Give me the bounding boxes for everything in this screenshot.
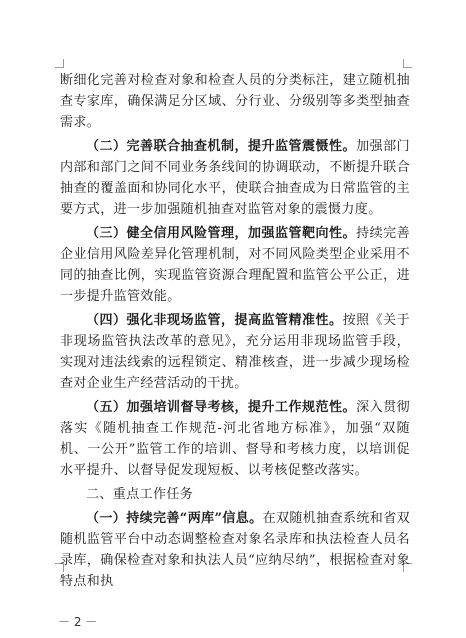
paragraph-item-5 (60, 397, 410, 481)
paragraph-item-3 (60, 223, 410, 307)
section-heading: 二、重点工作任务 (86, 487, 194, 502)
crop-mark-top-left (55, 59, 64, 68)
paragraph-text: 深入贯彻落实《随机抽查工作规范-河北省地方标准》，加强“双随机、一公开”监管工作的培训、督导和考核力度，以培训促水平提升、以督导促发现短板、以考核促整改落实。 (60, 400, 410, 478)
paragraph-text: 持续完善企业信用风险差异化管理机制，对不同风险类型企业采用不同的抽查比例，实现监管资源合理配置和监管公平公正，进一步提升监管效能。 (60, 226, 410, 304)
paragraph-text: 在双随机抽查系统和省双随机监管平台中动态调整检查对象名录库和执法检查人员名录库，确保检查对象和执法人员“应纳尽纳”，根据检查对象特点和执 (60, 511, 410, 589)
crop-mark-top-right (403, 59, 412, 68)
paragraph-text: 按照《关于非现场监管执法改革的意见》，充分运用非现场监管手段，实现对违法线索的远程锁定、精准核查，进一步减少现场检查对企业生产经营活动的干扰。 (60, 313, 410, 391)
document-body (60, 70, 410, 595)
paragraph-task-1 (60, 508, 410, 592)
paragraph-lead: （一）持续完善“两库”信息。 (86, 511, 263, 526)
paragraph-continuation (60, 70, 410, 133)
paragraph-item-2 (60, 136, 410, 220)
paragraph-lead: （四）强化非现场监管，提高监管精准性。 (86, 313, 343, 328)
paragraph-text: 断细化完善对检查对象和检查人员的分类标注，建立随机抽查专家库，确保满足分区域、分行业、分级别等多类型抽查需求。 (60, 73, 410, 130)
paragraph-lead: （三）健全信用风险管理，加强监管靶向性。 (86, 226, 357, 241)
paragraph-text: 加强部门内部和部门之间不同业务条线间的协调联动，不断提升联合抽查的覆盖面和协同化水平，使联合抽查成为日常监管的主要方式，进一步加强随机抽查对监管对象的震慑力度。 (60, 139, 410, 217)
paragraph-lead: （五）加强培训督导考核，提升工作规范性。 (86, 400, 357, 415)
page-number: － 2 － (58, 615, 98, 629)
paragraph-item-4 (60, 310, 410, 394)
paragraph-lead: （二）完善联合抽查机制，提升监管震慑性。 (86, 139, 357, 154)
